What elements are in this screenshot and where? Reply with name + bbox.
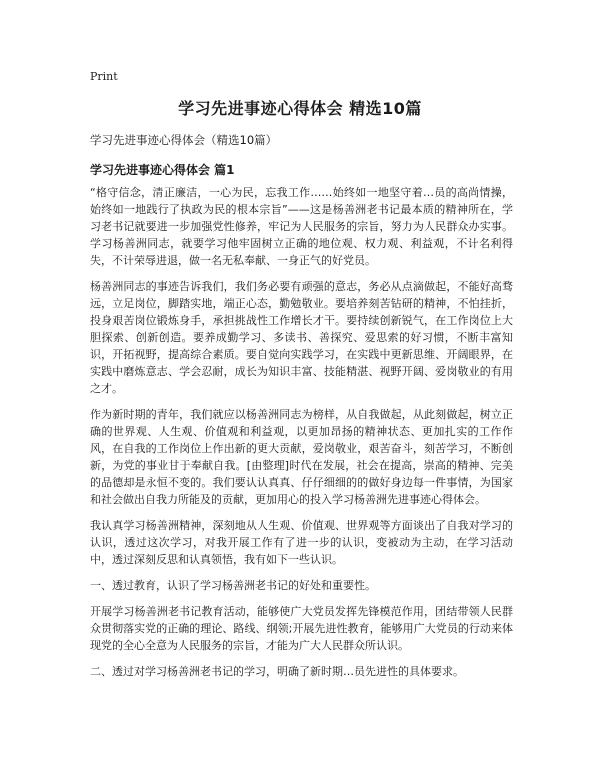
section-heading: 学习先进事迹心得体会 篇1 [90,163,235,177]
paragraph: 一、透过教育，认识了学习杨善洲老书记的好处和重要性。 [90,579,376,592]
paragraph: 作为新时期的青年，我们就应以杨善洲同志为榜样，从自我做起，从此刻做起，树立正确的世界观、人生观、价值观和利益观，以更加昂扬的精神状态、更加扎实的工作作风，在自我的工作岗位上作出新的更大贡献，爱岗敬业，艰苦奋斗，刻苦学习，不断创新，为党的事业甘于奉献自我。[由整理]时代在发展，社会在提高，崇高的精神、完美的品德却是永恒不变的。我们要认认真真、仔仔细细的的做好身边每一件事情，为国家和社会做出自我力所能及的贡献，更加用心的投入学习杨善洲先进事迹心得体会。 [90,408,513,506]
document-subtitle: 学习先进事迹心得体会（精选10篇） [90,133,278,147]
paragraph: 我认真学习杨善洲精神，深刻地从人生观、价值观、世界观等方面谈出了自我对学习的认识，透过这次学习，对我开展工作有了进一步的认识，变被动为主动，在学习活动中，透过深刻反思和认真领悟，我有如下一些认识。 [90,519,513,566]
page-title: 学习先进事迹心得体会 精选10篇 [178,99,422,118]
paragraph: 开展学习杨善洲老书记教育活动，能够使广大党员发挥先锋模范作用，团结带领人民群众贯彻落实党的正确的理论、路线、纲领;开展先进性教育，能够用广大党员的行动来体现党的全心全意为人民服务的宗旨，才能为广大人民群众所认识。 [90,605,513,652]
print-link[interactable]: Print [90,70,118,83]
paragraph: 杨善洲同志的事迹告诉我们，我们务必要有顽强的意志，务必从点滴做起，不能好高骛远，立足岗位，脚踏实地，端正心态，勤勉敬业。要培养刻苦钻研的精神，不怕挂折，投身艰苦岗位锻炼身手，承担挑战性工作增长才干。要持续创新锐气，在工作岗位上大胆探索、创新创造。要养成勤学习、多读书、善探究、爱思索的好习惯，不断丰富知识，开拓视野，提高综合素质。要自觉向实践学习，在实践中更新思维、开阔眼界，在实践中磨炼意志、学会忍耐，成长为知识丰富、技能精湛、视野开阔、爱岗敬业的有用之才。 [90,280,513,395]
body-text [90,184,513,689]
paragraph: 二、透过对学习杨善洲老书记的学习，明确了新时期…员先进性的具体要求。 [90,665,464,678]
paragraph: “格守信念，清正廉洁，一心为民，忘我工作……始终如一地坚守着…员的高尚情操，始终如一地践行了执政为民的根本宗旨”——这是杨善洲老书记最本质的精神所在，学习老书记就要进一步加强党性修养，牢记为人民服务的宗旨，努力为人民群众办实事。学习杨善洲同志，就要学习他牢固树立正确的地位观、权力观、利益观，不计名利得失，不计荣辱进退，做一名无私奉献、一身正气的好党员。 [90,186,513,267]
